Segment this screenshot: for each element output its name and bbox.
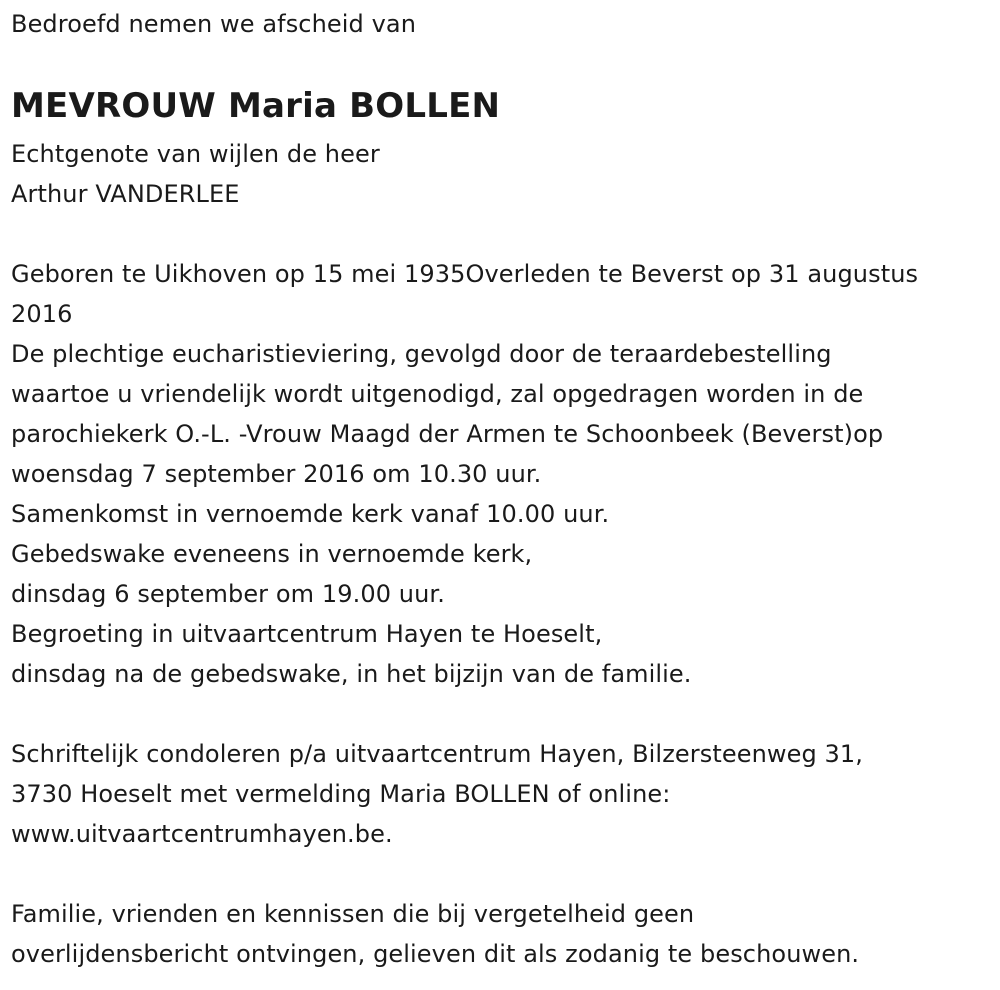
details-block	[11, 254, 918, 694]
spouse-name: Arthur VANDERLEE	[11, 180, 240, 208]
visitation-time-line: dinsdag na de gebedswake, in het bijzijn van de familie.	[11, 660, 692, 688]
spouse-line: Echtgenote van wijlen de heer	[11, 140, 380, 168]
intro-text: Bedroefd nemen we afscheid van	[11, 10, 417, 38]
closing-line: overlijdensbericht ontvingen, gelieven dit als zodanig te beschouwen.	[11, 940, 860, 968]
visitation-line: Begroeting in uitvaartcentrum Hayen te Hoeselt,	[11, 620, 603, 648]
condolences-block	[11, 734, 863, 854]
ceremony-line: parochiekerk O.-L. -Vrouw Maagd der Armen te Schoonbeek (Beverst)op	[11, 420, 884, 448]
spouse-block	[11, 134, 380, 214]
ceremony-line: waartoe u vriendelijk wordt uitgenodigd, zal opgedragen worden in de	[11, 380, 864, 408]
condolences-website: www.uitvaartcentrumhayen.be.	[11, 820, 393, 848]
condolences-line: Schriftelijk condoleren p/a uitvaartcentrum Hayen, Bilzersteenweg 31,	[11, 740, 864, 768]
ceremony-date-line: woensdag 7 september 2016 om 10.30 uur.	[11, 460, 542, 488]
ceremony-line: De plechtige eucharistieviering, gevolgd door de teraardebestelling	[11, 340, 832, 368]
vigil-date-line: dinsdag 6 september om 19.00 uur.	[11, 580, 445, 608]
closing-block	[11, 894, 859, 974]
birth-death-line: Geboren te Uikhoven op 15 mei 1935Overleden te Beverst op 31 augustus	[11, 260, 919, 288]
deceased-name: MEVROUW Maria BOLLEN	[11, 86, 501, 126]
gathering-line: Samenkomst in vernoemde kerk vanaf 10.00 uur.	[11, 500, 610, 528]
closing-line: Familie, vrienden en kennissen die bij vergetelheid geen	[11, 900, 695, 928]
vigil-line: Gebedswake eveneens in vernoemde kerk,	[11, 540, 533, 568]
condolences-line: 3730 Hoeselt met vermelding Maria BOLLEN of online:	[11, 780, 671, 808]
death-year-line: 2016	[11, 300, 73, 328]
